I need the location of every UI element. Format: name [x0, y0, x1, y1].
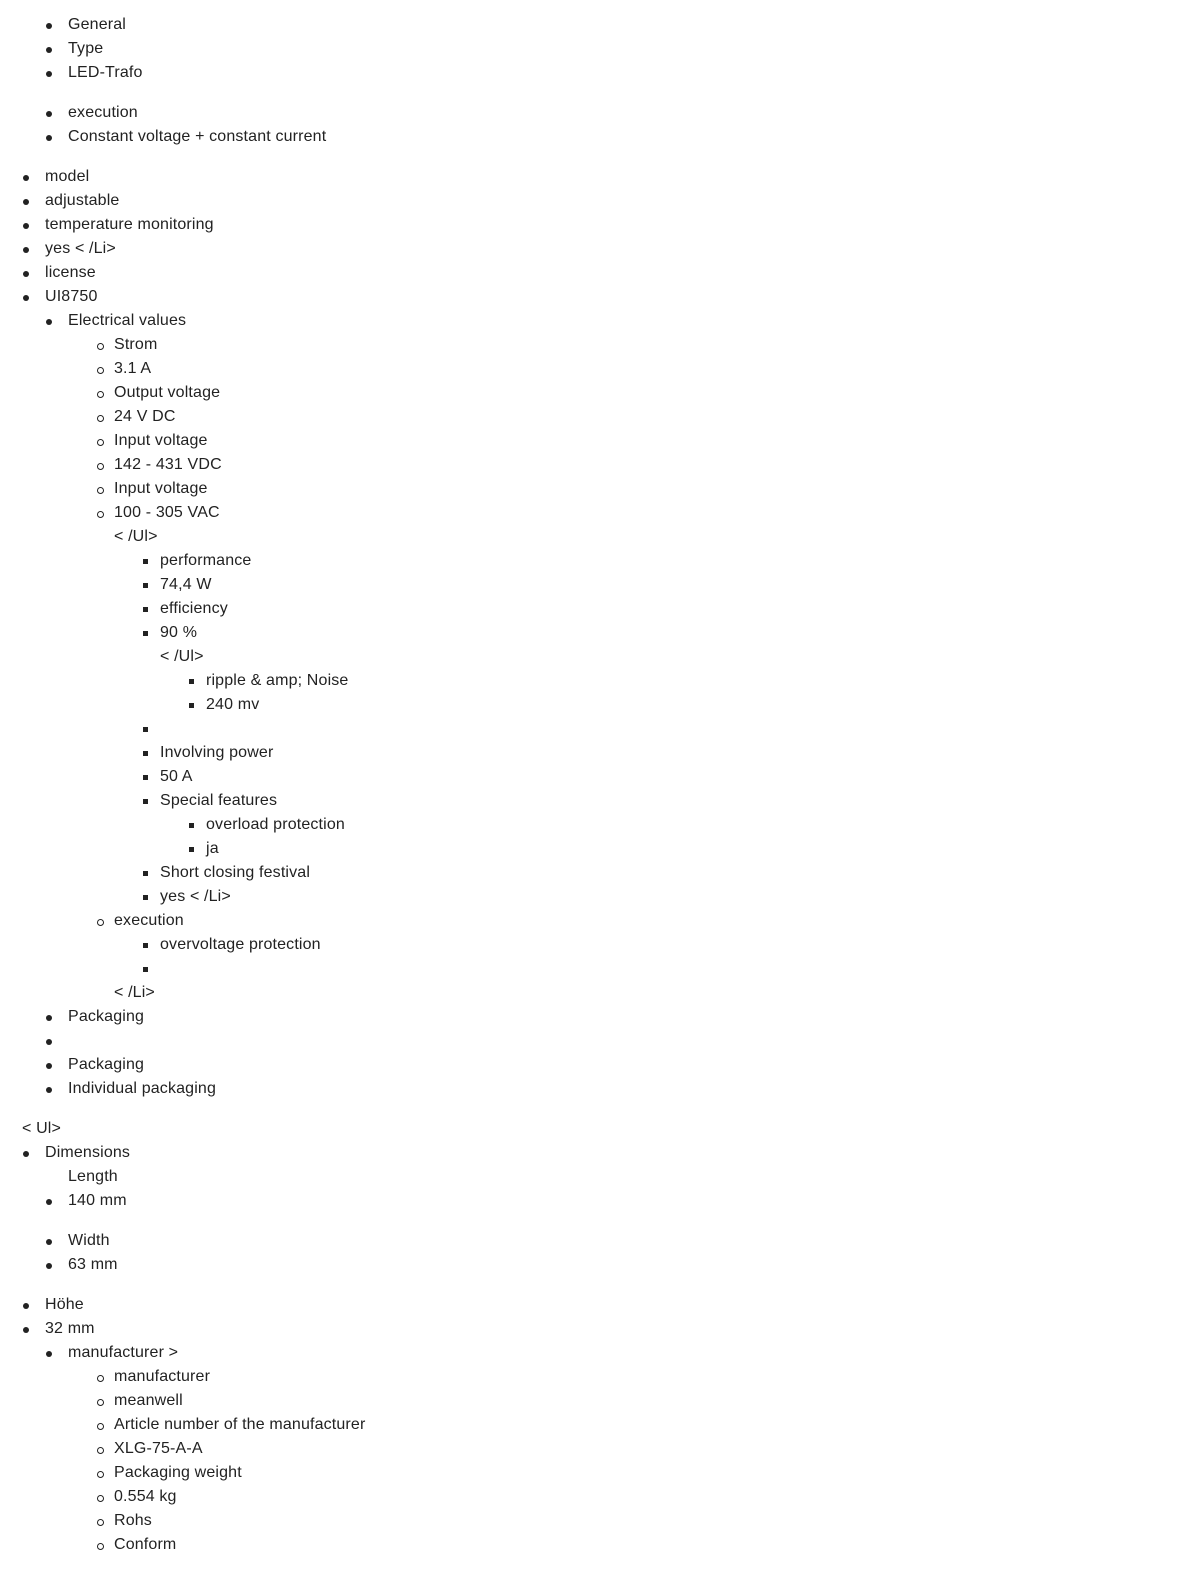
square-bullet-icon — [189, 679, 194, 684]
list-item-text: Conform — [114, 1536, 177, 1553]
list-item — [160, 645, 204, 669]
list-item-text: 3.1 A — [114, 360, 152, 377]
list-item-text: XLG-75-A-A — [114, 1440, 203, 1457]
list-item — [160, 885, 231, 909]
square-bullet-icon — [143, 967, 148, 972]
list-item — [114, 909, 184, 933]
square-bullet-icon — [143, 631, 148, 636]
list-item — [206, 837, 219, 861]
list-item — [68, 101, 138, 125]
list-item-text: 0.554 kg — [114, 1488, 177, 1505]
list-item — [160, 621, 197, 645]
square-bullet-icon — [143, 799, 148, 804]
square-bullet-icon — [143, 727, 148, 732]
disc-bullet-icon — [46, 1039, 52, 1045]
list-item-text: < /Ul> — [114, 528, 158, 545]
disc-bullet-icon — [46, 1239, 52, 1245]
circle-bullet-icon — [97, 919, 104, 926]
circle-bullet-icon — [97, 415, 104, 422]
list-item — [114, 357, 151, 381]
disc-bullet-icon — [46, 47, 52, 53]
list-item-text: yes < /Li> — [160, 888, 231, 905]
circle-bullet-icon — [97, 439, 104, 446]
circle-bullet-icon — [97, 1519, 104, 1526]
list-item — [45, 1317, 95, 1341]
list-item-text: license — [45, 264, 96, 281]
list-item-text: UI8750 — [45, 288, 98, 305]
list-item — [160, 861, 310, 885]
list-item-text: Length — [68, 1168, 118, 1185]
list-item — [160, 549, 251, 573]
square-bullet-icon — [143, 559, 148, 564]
list-item-text: overload protection — [206, 816, 345, 833]
square-bullet-icon — [189, 847, 194, 852]
disc-bullet-icon — [46, 23, 52, 29]
list-item — [114, 1437, 203, 1461]
list-item — [114, 477, 208, 501]
list-item — [114, 1509, 152, 1533]
square-bullet-icon — [143, 583, 148, 588]
disc-bullet-icon — [23, 199, 29, 205]
list-item-text: Höhe — [45, 1296, 84, 1313]
circle-bullet-icon — [97, 1447, 104, 1454]
list-item — [114, 405, 176, 429]
circle-bullet-icon — [97, 511, 104, 518]
list-item-text: General — [68, 16, 126, 33]
list-item-text: ja — [206, 840, 219, 857]
list-item-text: Short closing festival — [160, 864, 311, 881]
list-item-text: Type — [68, 40, 104, 57]
list-item — [114, 453, 222, 477]
list-item-text: 240 mv — [206, 696, 260, 713]
list-item — [160, 597, 228, 621]
list-item — [45, 285, 98, 309]
list-item-text: 63 mm — [68, 1256, 118, 1273]
circle-bullet-icon — [97, 1471, 104, 1478]
list-item-text: Involving power — [160, 744, 274, 761]
list-item — [114, 525, 158, 549]
list-item — [68, 1229, 110, 1253]
list-item — [114, 981, 155, 1005]
list-item-text: performance — [160, 552, 252, 569]
circle-bullet-icon — [97, 343, 104, 350]
list-item — [114, 381, 220, 405]
list-item-text: temperature monitoring — [45, 216, 214, 233]
square-bullet-icon — [143, 943, 148, 948]
list-item-text: 74,4 W — [160, 576, 212, 593]
list-item — [45, 261, 96, 285]
list-item — [114, 1365, 210, 1389]
list-item — [68, 309, 186, 333]
disc-bullet-icon — [23, 295, 29, 301]
list-item-text: overvoltage protection — [160, 936, 321, 953]
disc-bullet-icon — [23, 271, 29, 277]
square-bullet-icon — [189, 823, 194, 828]
disc-bullet-icon — [46, 71, 52, 77]
list-item-text: Strom — [114, 336, 158, 353]
list-item — [68, 1005, 144, 1029]
list-item-text: Packaging — [68, 1008, 145, 1025]
disc-bullet-icon — [46, 1199, 52, 1205]
list-item-text: Special features — [160, 792, 278, 809]
list-item-text: 100 - 305 VAC — [114, 504, 220, 521]
list-item-text: efficiency — [160, 600, 228, 617]
disc-bullet-icon — [23, 1151, 29, 1157]
list-item — [68, 1077, 216, 1101]
list-item-text: < /Li> — [114, 984, 155, 1001]
list-item-text: 24 V DC — [114, 408, 176, 425]
list-item — [160, 765, 193, 789]
list-item-text: < Ul> — [22, 1120, 61, 1137]
list-item-text: meanwell — [114, 1392, 183, 1409]
circle-bullet-icon — [97, 1543, 104, 1550]
disc-bullet-icon — [46, 1263, 52, 1269]
list-item — [68, 125, 326, 149]
square-bullet-icon — [189, 703, 194, 708]
list-item-text: 140 mm — [68, 1192, 127, 1209]
list-item — [68, 1189, 127, 1213]
list-item — [45, 1141, 130, 1165]
circle-bullet-icon — [97, 1399, 104, 1406]
circle-bullet-icon — [97, 1423, 104, 1430]
list-item — [206, 669, 348, 693]
list-item-text: Output voltage — [114, 384, 221, 401]
list-item-text: Dimensions — [45, 1144, 131, 1161]
list-item-text: Packaging weight — [114, 1464, 242, 1481]
list-item — [206, 813, 345, 837]
list-item-text: Individual packaging — [68, 1080, 216, 1097]
circle-bullet-icon — [97, 463, 104, 470]
list-item-text: Packaging — [68, 1056, 145, 1073]
square-bullet-icon — [143, 751, 148, 756]
disc-bullet-icon — [23, 247, 29, 253]
list-item-text: 50 A — [160, 768, 193, 785]
list-item — [68, 37, 103, 61]
list-item — [160, 741, 273, 765]
list-item — [114, 429, 208, 453]
disc-bullet-icon — [46, 111, 52, 117]
list-item — [114, 333, 157, 357]
list-item-text: Input voltage — [114, 480, 208, 497]
list-item — [45, 189, 119, 213]
list-item — [45, 237, 116, 261]
list-item-text: 32 mm — [45, 1320, 95, 1337]
list-item-text: adjustable — [45, 192, 120, 209]
list-item-text: Rohs — [114, 1512, 152, 1529]
disc-bullet-icon — [23, 1327, 29, 1333]
list-item-text: ripple & amp; Noise — [206, 672, 349, 689]
square-bullet-icon — [143, 607, 148, 612]
list-item — [160, 789, 277, 813]
list-item — [45, 213, 214, 237]
list-item — [114, 1389, 183, 1413]
list-item — [68, 1341, 178, 1365]
square-bullet-icon — [143, 895, 148, 900]
list-item — [68, 1253, 118, 1277]
list-item-text: model — [45, 168, 90, 185]
list-item-text: execution — [68, 104, 138, 121]
disc-bullet-icon — [46, 319, 52, 325]
list-item — [22, 1117, 61, 1141]
disc-bullet-icon — [23, 175, 29, 181]
list-item-text: Article number of the manufacturer — [114, 1416, 366, 1433]
circle-bullet-icon — [97, 391, 104, 398]
disc-bullet-icon — [46, 135, 52, 141]
disc-bullet-icon — [46, 1351, 52, 1357]
square-bullet-icon — [143, 871, 148, 876]
list-item — [68, 1053, 144, 1077]
list-item — [45, 1293, 84, 1317]
list-item-text: < /Ul> — [160, 648, 204, 665]
list-item-text: 90 % — [160, 624, 198, 641]
list-item — [114, 1485, 177, 1509]
list-item — [160, 933, 321, 957]
list-item — [68, 61, 143, 85]
list-item — [114, 1413, 365, 1437]
square-bullet-icon — [143, 775, 148, 780]
list-item-text: Electrical values — [68, 312, 187, 329]
list-item — [114, 1461, 242, 1485]
disc-bullet-icon — [23, 223, 29, 229]
list-item-text: 142 - 431 VDC — [114, 456, 222, 473]
disc-bullet-icon — [23, 1303, 29, 1309]
list-item-text: manufacturer > — [68, 1344, 179, 1361]
circle-bullet-icon — [97, 367, 104, 374]
circle-bullet-icon — [97, 1495, 104, 1502]
list-item — [68, 1165, 118, 1189]
list-item — [206, 693, 259, 717]
list-item — [160, 573, 212, 597]
list-item-text: LED-Trafo — [68, 64, 143, 81]
list-item-text: execution — [114, 912, 184, 929]
disc-bullet-icon — [46, 1087, 52, 1093]
list-item — [68, 13, 126, 37]
list-item-text: Input voltage — [114, 432, 208, 449]
list-item-text: yes < /Li> — [45, 240, 116, 257]
list-item — [114, 501, 220, 525]
circle-bullet-icon — [97, 487, 104, 494]
disc-bullet-icon — [46, 1063, 52, 1069]
disc-bullet-icon — [46, 1015, 52, 1021]
circle-bullet-icon — [97, 1375, 104, 1382]
list-item-text: manufacturer — [114, 1368, 211, 1385]
list-item — [45, 165, 89, 189]
list-item-text: Width — [68, 1232, 110, 1249]
list-item — [114, 1533, 176, 1557]
list-item-text: Constant voltage + constant current — [68, 128, 327, 145]
